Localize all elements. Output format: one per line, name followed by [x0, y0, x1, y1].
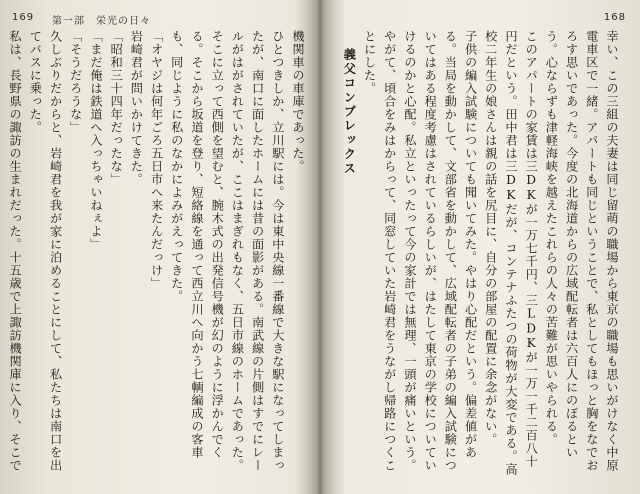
left-page [0, 0, 318, 494]
paragraph: 機関車の車庫であった。 [291, 30, 305, 173]
right-page [322, 0, 640, 494]
paragraph: ひとつきしか、立川駅には。今は東中央線一番線で大きな駅になってしまったが、南口に面したホームには昔の面影がある。南武線の片側はすでにレールがはがされていたが、ここはまぎれもなく、五日市線のホームであった。そこに立って西側を望むと、腕木式の出発信号機が幻のように浮かんでくる。そこから坂道を登り、短絡線を通って西立川へ向かう七輌編成の客車も、同じように私のなかによみがえってきた。 [169, 30, 285, 472]
right-page-body [330, 30, 622, 480]
dialogue-line: 「オヤジは何年ごろ五日市へ来たんだっけ」 [149, 30, 164, 290]
paragraph: やがて、頃合をみはからって、同窓していた岩崎君をうながし帰路につくことにした。 [362, 30, 397, 472]
paragraph: このアパートの家賃は三DKが一万七千円、三LDKが一万一千二百八十円だという。田中君は三DKだが、コンテナふたつの荷物が大変である。高校二年生の娘さんは親の話を尻目に、自分の部屋の配置に余念がない。 [483, 30, 539, 476]
paragraph: 私は、長野県の諏訪の生まれだった。十五歳で上諏訪機関庫に入り、そこで [8, 30, 23, 472]
section-heading: 義父コンプレックス [342, 48, 357, 176]
paragraph: 岩崎君が問いかけてきた。 [129, 30, 144, 186]
paragraph: 久しぶりだからと、岩崎君を我が家に泊めることにして、私たちは南口を出てバスに乗った。 [28, 30, 63, 472]
page-number: 168 [603, 12, 626, 23]
paragraph: 幸い、この三組の夫妻は同じ留萌の職場から東京の職場も思いがけなく中原電車区で一緒。アパートも同じということで、私としてもほっと胸をなでおろす思いであった。今度の北海道からの広域配転者は六百人にのぼるという。心ならずも津軽海峡を越えたこれらの人々の苦難が思いやられる。 [544, 30, 619, 472]
dialogue-line: 「まだ俺は鉄道へ入っちゃいねぇよ」 [88, 30, 103, 251]
page-number: 169 [12, 12, 35, 23]
running-header-chapter: 第一部 栄光の日々 [52, 16, 151, 27]
paragraph: 子供の編入試験についても聞いてみた。やはり心配だという。偏差値がある。当局を動かして、文部省を動かして、広域配転者の子弟の編入試験についてはある程度考慮はされているらしいが、はたして東京の学校についていけるのかと心配。私立といったって今の家計では無理、一頭が痛いという。 [402, 30, 478, 472]
dialogue-line: 「昭和三十四年だったな」 [109, 30, 124, 186]
left-page-body [8, 30, 308, 480]
dialogue-line: 「そうだろうな」 [68, 30, 83, 134]
